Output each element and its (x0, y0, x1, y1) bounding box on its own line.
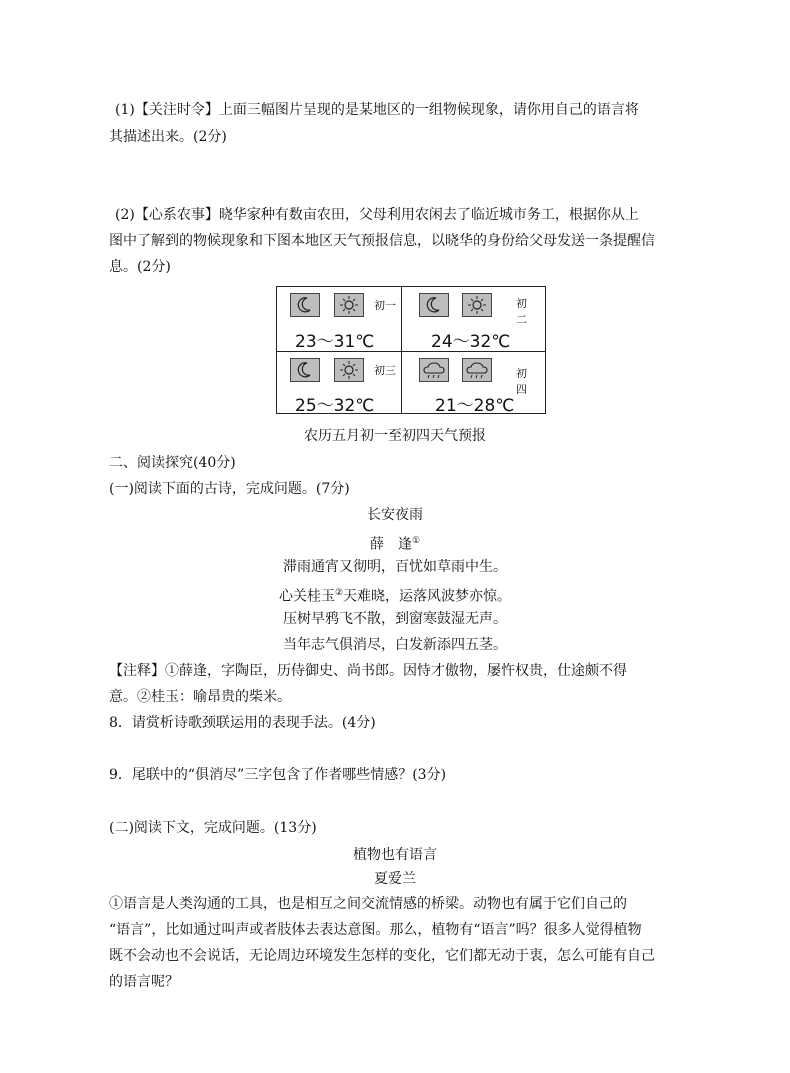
sun-icon (334, 358, 364, 382)
sun-icon (462, 293, 492, 317)
part2-intro: (二)阅读下文，完成问题。(13分) (109, 820, 317, 836)
weather-cell-day4 (402, 352, 536, 415)
note-line-2: 意。②桂玉：喻昂贵的柴米。 (109, 689, 291, 705)
footnote-marker: ① (411, 536, 421, 546)
paragraph-1-line-1: ①语言是人类沟通的工具，也是相互之间交流情感的桥梁。动物也有属于它们自己的 (109, 896, 627, 912)
poem-line-3: 压树早鸦飞不散，到窗寒鼓湿无声。 (283, 611, 507, 627)
paragraph-1-line-4: 的语言呢？ (109, 974, 179, 990)
q1-line-1: (1)【关注时令】上面三幅图片呈现的是某地区的一组物候现象，请你用自己的语言将 (115, 102, 639, 118)
poem-line-1: 滞雨通宵又彻明，百忧如草雨中生。 (283, 559, 507, 575)
poem-line-4: 当年志气俱消尽，白发新添四五茎。 (283, 637, 507, 653)
question-8: 8．请赏析诗歌颈联运用的表现手法。(4分) (109, 715, 376, 731)
q1-line-2: 其描述出来。(2分) (109, 129, 227, 145)
poem-title: 长安夜雨 (367, 507, 423, 523)
q2-line-3: 息。(2分) (109, 259, 171, 275)
paragraph-1-line-3: 既不会动也不会说话，无论周边环境发生怎样的变化，它们都无动于衷，怎么可能有自己 (109, 948, 655, 964)
note-line-1: 【注释】①薛逢，字陶臣，历侍御史、尚书郎。因恃才傲物，屡忤权贵，仕途颇不得 (109, 663, 627, 679)
day-label: 初二 (516, 297, 527, 326)
footnote-marker: ② (334, 588, 344, 598)
temperature-range: 25～32℃ (295, 396, 375, 416)
poem-line-2a: 心关桂玉 (278, 588, 335, 605)
q2-line-2: 图中了解到的物候现象和下图本地区天气预报信息，以晓华的身份给父母发送一条提醒信 (109, 233, 655, 249)
poem-author-name: 薛 逢 (369, 536, 412, 553)
day-label: 初三 (374, 364, 396, 377)
day-label: 初四 (516, 367, 527, 396)
moon-icon (419, 293, 449, 317)
weather-forecast-table (276, 286, 546, 414)
rain-cloud-icon (462, 358, 492, 382)
temperature-range: 21～28℃ (435, 396, 515, 416)
article-author: 夏爱兰 (374, 871, 416, 887)
rain-cloud-icon (419, 358, 449, 382)
poem-line-2b: 天难晓，运落风波梦亦惊。 (343, 588, 512, 605)
weather-cell-day2 (402, 287, 536, 350)
weather-caption: 农历五月初一至初四天气预报 (304, 428, 486, 444)
poem-line-2 (0, 583, 790, 607)
day-label: 初一 (374, 299, 396, 312)
q2-line-1: (2)【心系农事】晓华家种有数亩农田，父母利用农闲去了临近城市务工，根据你从上 (115, 207, 639, 223)
weather-cell-day1 (277, 287, 411, 350)
moon-icon (290, 358, 320, 382)
part1-intro: (一)阅读下面的古诗，完成问题。(7分) (109, 481, 350, 497)
section-heading: 二、阅读探究(40分) (109, 455, 236, 471)
temperature-range: 24～32℃ (431, 332, 511, 352)
weather-cell-day3 (277, 352, 411, 415)
paragraph-1-line-2: “语言”，比如通过叫声或者肢体去表达意图。那么，植物有“语言”吗？很多人觉得植物 (109, 922, 642, 938)
question-9: 9．尾联中的“俱消尽”三字包含了作者哪些情感？(3分) (109, 767, 447, 783)
sun-icon (334, 293, 364, 317)
article-title: 植物也有语言 (353, 847, 437, 863)
moon-icon (290, 293, 320, 317)
poem-author (0, 531, 790, 555)
temperature-range: 23～31℃ (295, 332, 375, 352)
